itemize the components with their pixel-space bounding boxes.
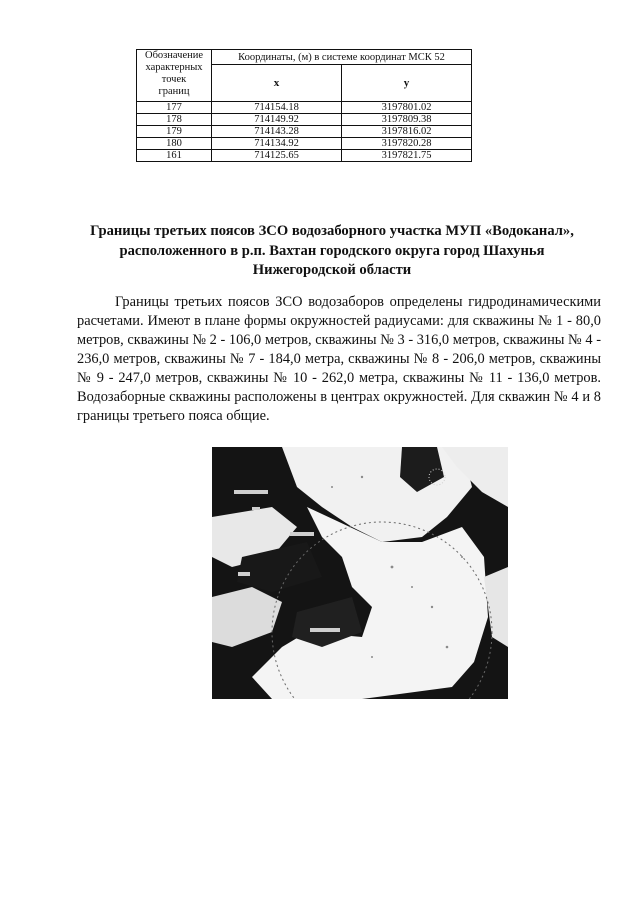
heading-line: Границы третьих поясов ЗСО водозаборного участка МУП «Водоканал», [90,223,574,239]
designation-header-line: границ [158,86,190,97]
heading-line: Нижегородской области [252,262,412,278]
coordinates-table [136,49,472,162]
designation-header-line: характерных [145,62,203,73]
designation-header [137,50,212,102]
section-heading [66,222,598,281]
y-cell: 3197821.75 [342,150,472,162]
designation-header-line: точек [161,74,187,85]
x-column-header: x [212,65,342,102]
heading-line: расположенного в р.п. Вахтан городского округа город Шахунья [119,242,545,259]
table-row [137,150,472,162]
point-cell: 178 [137,114,212,126]
table-row [137,102,472,114]
y-cell: 3197820.28 [342,138,472,150]
designation-header-line: Обозначение [144,50,204,61]
point-cell: 177 [137,102,212,114]
table-row [137,114,472,126]
zone-map-image [212,447,508,699]
table-row [137,138,472,150]
y-cell: 3197809.38 [342,114,472,126]
table-row [137,126,472,138]
x-cell: 714154.18 [212,102,342,114]
coordinates-header: Координаты, (м) в системе координат МСК 52 [212,50,472,65]
map-graphic [212,447,508,699]
x-cell: 714134.92 [212,138,342,150]
x-cell: 714143.28 [212,126,342,138]
point-cell: 179 [137,126,212,138]
body-paragraph [77,293,601,426]
point-cell: 161 [137,150,212,162]
y-cell: 3197816.02 [342,126,472,138]
y-cell: 3197801.02 [342,102,472,114]
x-cell: 714125.65 [212,150,342,162]
y-column-header: y [342,65,472,102]
point-cell: 180 [137,138,212,150]
paragraph-text: Границы третьих поясов ЗСО водозаборов определены гидродинамическими расчетами. Имеют в плане формы окружностей радиусами: для скважины № 1 - 80,0 метров, скважины № 2 - 106,0 метров, скважины № 3 - 316,0 метров, скважины № 4 - 236,0 метров, скважины № 7 - 184,0 метра, скважины № 8 - 206,0 метров, скважины № 9 - 247,0 метров, скважины № 10 - 262,0 метра, скважины № 11 - 136,0 метров. Водозаборные скважины расположены в центрах окружностей. Для скважин № 4 и 8 границы третьего пояса общие. [77,294,601,424]
x-cell: 714149.92 [212,114,342,126]
